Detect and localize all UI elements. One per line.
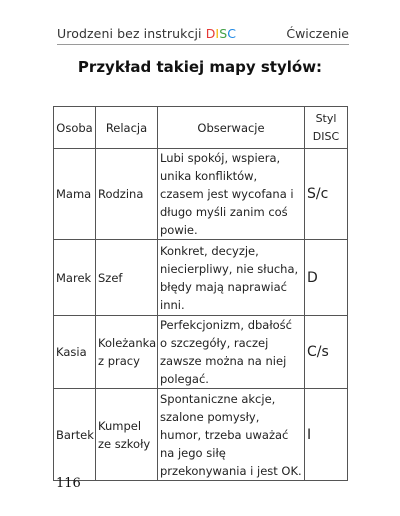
column-header-relation: Relacja [96, 107, 158, 149]
cell-disc-style: I [305, 389, 348, 481]
cell-disc-style: C/s [305, 316, 348, 389]
cell-relation: Koleżanka z pracy [96, 316, 158, 389]
column-header-disc-style: Styl DISC [305, 107, 348, 149]
running-header [57, 26, 349, 45]
cell-disc-style: D [305, 240, 348, 316]
table-header-row [54, 107, 348, 149]
cell-observation: Konkret, decyzje, niecierpliwy, nie słucha, błędy mają naprawiać inni. [158, 240, 305, 316]
disc-letter-d: D [205, 26, 216, 41]
cell-relation: Kumpel ze szkoły [96, 389, 158, 481]
cell-relation: Szef [96, 240, 158, 316]
page-heading: Przykład takiej mapy stylów: [77, 58, 323, 76]
column-header-person: Osoba [54, 107, 96, 149]
cell-observation: Lubi spokój, wspiera, unika konfliktów, czasem jest wycofana i długo myśli zanim coś powie. [158, 149, 305, 240]
cell-observation: Perfekcjonizm, dbałość o szczegóły, raczej zawsze można na niej polegać. [158, 316, 305, 389]
table-row [54, 389, 348, 481]
disc-letter-s: S [219, 26, 228, 41]
table-row [54, 149, 348, 240]
cell-observation: Spontaniczne akcje, szalone pomysły, humor, trzeba uważać na jego siłę przekonywania i jest OK. [158, 389, 305, 481]
cell-person: Kasia [54, 316, 96, 389]
cell-person: Bartek [54, 389, 96, 481]
cell-person: Marek [54, 240, 96, 316]
disc-letter-c: C [227, 26, 237, 41]
disc-letter-i: I [215, 26, 220, 41]
disc-logo-text [206, 26, 236, 41]
page-number: 116 [56, 476, 81, 491]
section-label: Ćwiczenie [286, 26, 349, 41]
cell-disc-style: S/c [305, 149, 348, 240]
table-row [54, 240, 348, 316]
column-header-observations: Obserwacje [158, 107, 305, 149]
style-map-table [53, 106, 348, 481]
book-title-text: Urodzeni bez instrukcji [57, 26, 206, 41]
book-title [57, 26, 236, 41]
table-row [54, 316, 348, 389]
cell-person: Mama [54, 149, 96, 240]
cell-relation: Rodzina [96, 149, 158, 240]
